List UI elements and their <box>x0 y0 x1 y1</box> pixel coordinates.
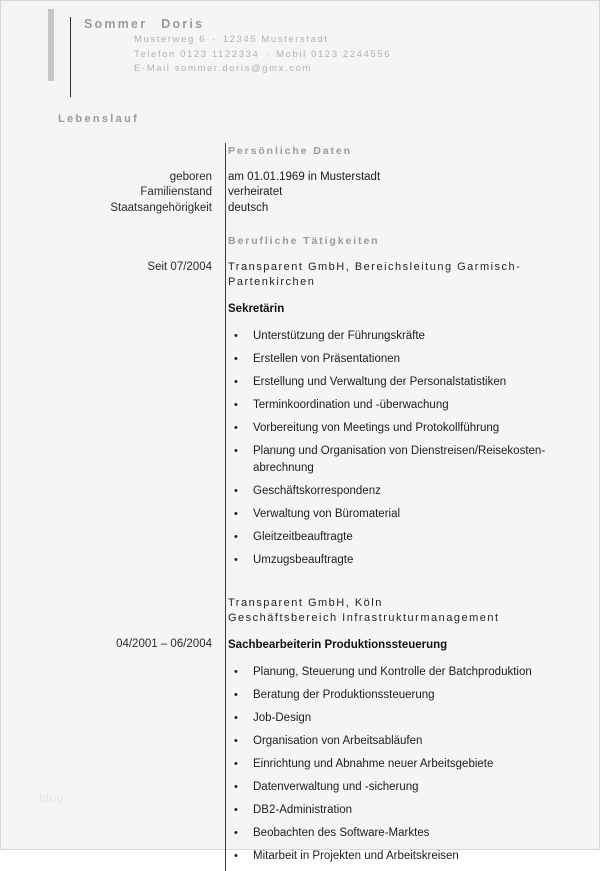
separator-dot: · <box>265 48 271 60</box>
spacer <box>1 159 599 170</box>
personal-value: verheiratet <box>228 186 283 198</box>
personal-row <box>1 170 599 186</box>
job-title-row <box>1 637 599 653</box>
job-position: Sekretärin <box>228 303 285 315</box>
job-date: Seit 07/2004 <box>147 261 212 273</box>
task-item: • Gleitzeitbeauftragte <box>228 529 569 546</box>
personal-label: geboren <box>169 170 212 183</box>
spacer <box>1 626 599 637</box>
task-item: • Terminkoordination und -überwachung <box>228 397 569 414</box>
job-title-row <box>1 301 599 317</box>
last-name: Sommer <box>84 17 148 31</box>
street: Musterweg 6 <box>134 34 206 45</box>
job-company <box>219 596 599 626</box>
separator-dot: · <box>211 34 217 45</box>
phone-number: 0123 1122334 <box>180 48 260 60</box>
task-item: • Erstellen von Präsentationen <box>228 351 569 368</box>
task-item: • Vorbereitung von Meetings und Protokollführung <box>228 420 569 437</box>
personal-data-heading: Persönliche Daten <box>228 144 352 157</box>
spacer <box>1 290 599 301</box>
city: 12345 Musterstadt <box>222 34 329 45</box>
job-company-line2: Geschäftsbereich Infrastrukturmanagement <box>228 611 500 624</box>
personal-label: Familienstand <box>140 186 212 198</box>
personal-data-heading-row <box>1 143 599 159</box>
decorative-thin-rule <box>70 17 71 97</box>
job-position: Sachbearbeiterin Produktionssteuerung <box>228 638 448 651</box>
first-name: Doris <box>161 17 205 31</box>
phone-label: Telefon <box>134 48 176 60</box>
job-tasks-row <box>1 664 599 871</box>
decorative-thick-bar <box>48 9 54 81</box>
task-item: • Beobachten des Software-Marktes <box>228 825 569 842</box>
task-list <box>228 328 569 568</box>
watermark: blog <box>39 791 64 805</box>
task-item: • Planung, Steuerung und Kontrolle der Batchproduktion <box>228 664 569 681</box>
task-item: • Verwaltung von Büromaterial <box>228 506 569 523</box>
experience-heading-row <box>1 233 599 249</box>
resume-header <box>1 1 599 77</box>
task-item: • Unterstützung der Führungskräfte <box>228 328 569 345</box>
task-item: • Mitarbeit in Projekten und Arbeitskreisen <box>228 848 569 865</box>
personal-value: am 01.01.1969 in Musterstadt <box>228 170 381 183</box>
email-label: E-Mail <box>134 63 171 74</box>
task-item: • DB2-Administration <box>228 802 569 819</box>
task-item: • Datenverwaltung und -sicherung <box>228 779 569 796</box>
mobile-number: 0123 2244556 <box>311 48 392 60</box>
job-tasks <box>219 664 599 871</box>
task-item: • Erstellung und Verwaltung der Personalstatistiken <box>228 374 569 391</box>
task-list <box>228 664 569 865</box>
task-item: • Planung und Organisation von Dienstreisen/Reisekosten-abrechnung <box>228 443 569 476</box>
page-title: Lebenslauf <box>58 112 140 125</box>
task-item: • Umzugsbeauftragte <box>228 552 569 569</box>
applicant-name <box>1 15 599 33</box>
column-divider <box>225 143 226 871</box>
task-item: • Geschäftskorrespondenz <box>228 483 569 500</box>
job-entry-header <box>1 596 599 626</box>
experience-heading: Berufliche Tätigkeiten <box>228 235 380 247</box>
task-item: • Job-Design <box>228 710 569 727</box>
personal-row <box>1 201 599 217</box>
job-tasks-row <box>1 328 599 575</box>
resume-body <box>1 143 599 871</box>
mobile-label: Mobil <box>276 48 307 60</box>
contact-email-line <box>1 62 599 77</box>
spacer <box>1 653 599 664</box>
spacer <box>1 216 599 233</box>
task-item: • Organisation von Arbeitsabläufen <box>228 733 569 750</box>
job-date: 04/2001 – 06/2004 <box>116 637 212 650</box>
contact-address-line <box>1 33 599 48</box>
task-item: • Beratung der Produktionssteuerung <box>228 687 569 704</box>
personal-value: deutsch <box>228 201 269 214</box>
spacer <box>1 575 599 596</box>
contact-phone-line <box>1 48 599 63</box>
job-tasks <box>219 328 599 575</box>
personal-row <box>1 185 599 201</box>
personal-label: Staatsangehörigkeit <box>110 201 212 214</box>
spacer <box>1 317 599 328</box>
job-company: Transparent GmbH, Bereichsleitung Garmisch-Partenkirchen <box>228 261 522 288</box>
email-address: sommer.doris@gmx.com <box>174 63 312 74</box>
job-company-line1: Transparent GmbH, Köln <box>228 596 383 609</box>
spacer <box>1 249 599 260</box>
task-item: • Einrichtung und Abnahme neuer Arbeitsgebiete <box>228 756 569 773</box>
job-entry-header <box>1 260 599 290</box>
